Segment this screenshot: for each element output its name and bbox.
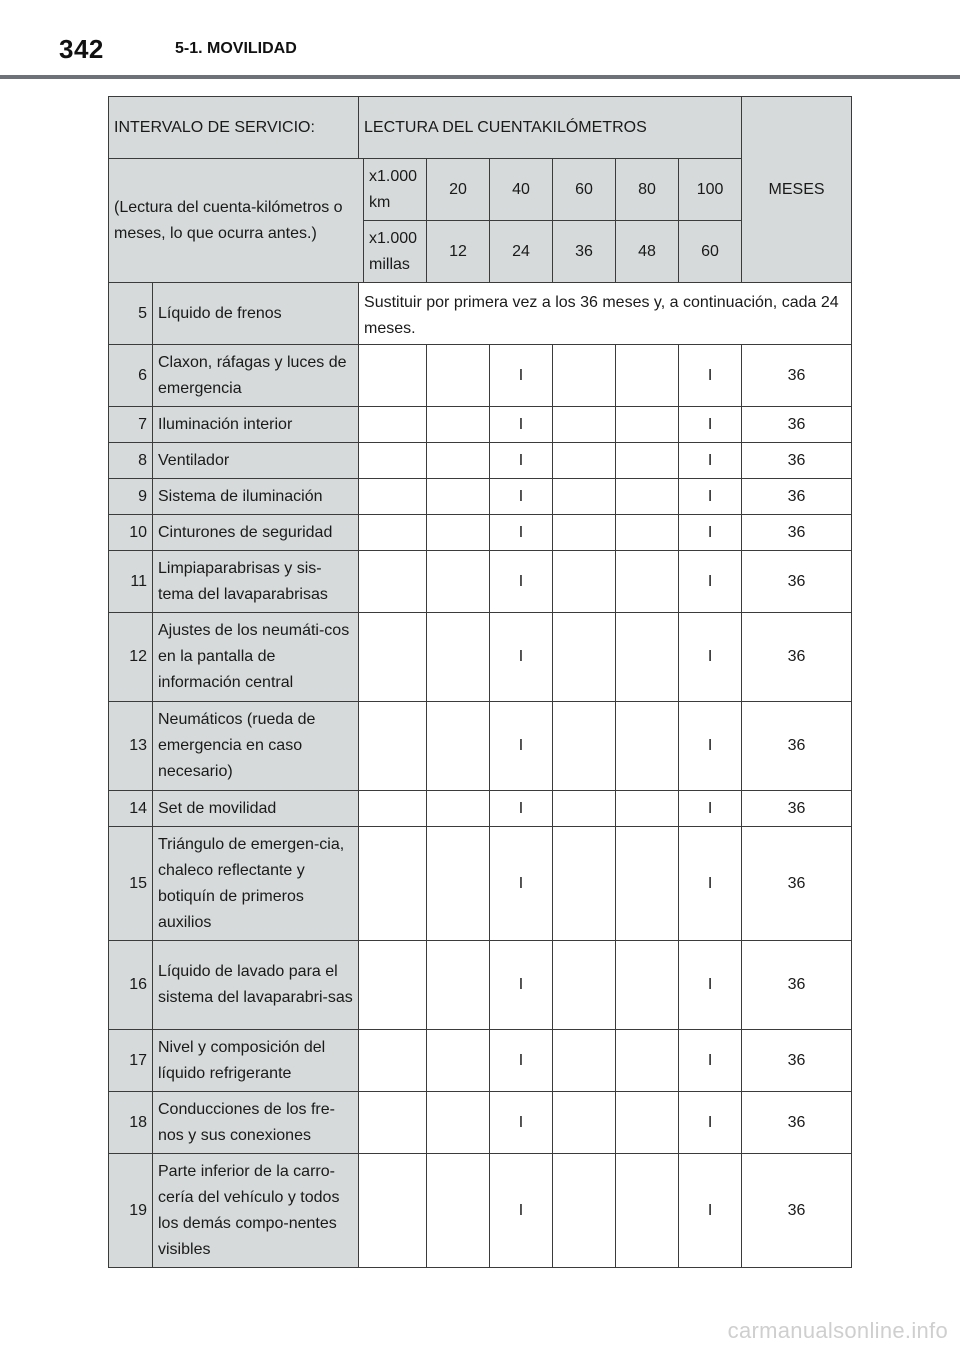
months-value: 36 — [742, 443, 852, 479]
months-value: 36 — [742, 1092, 852, 1154]
interval-mark — [553, 1092, 616, 1154]
item-number: 13 — [109, 702, 153, 791]
interval-mark: I — [490, 1154, 553, 1268]
months-value: 36 — [742, 479, 852, 515]
interval-mark: I — [490, 515, 553, 551]
interval-mark — [359, 345, 427, 407]
interval-mark — [553, 613, 616, 702]
item-name: Líquido de frenos — [153, 283, 359, 345]
interval-mark — [553, 515, 616, 551]
miles-value: 36 — [553, 221, 616, 283]
interval-mark — [553, 702, 616, 791]
interval-mark — [553, 1154, 616, 1268]
table-row — [109, 345, 852, 407]
interval-mark — [359, 791, 427, 827]
interval-mark — [359, 613, 427, 702]
maintenance-table — [108, 96, 852, 1268]
header-rule — [0, 75, 960, 79]
table-row — [109, 283, 852, 345]
months-value: 36 — [742, 791, 852, 827]
page-number: 342 — [59, 34, 104, 64]
item-number: 6 — [109, 345, 153, 407]
interval-mark: I — [679, 345, 742, 407]
interval-mark: I — [490, 941, 553, 1030]
item-number: 11 — [109, 551, 153, 613]
interval-mark: I — [679, 407, 742, 443]
miles-value: 12 — [427, 221, 490, 283]
watermark: carmanualsonline.info — [727, 1318, 948, 1343]
item-name: Sistema de iluminación — [153, 479, 359, 515]
item-name: Ajustes de los neumáti-cos en la pantalla de información central — [153, 613, 359, 702]
table-row — [109, 941, 852, 1030]
interval-mark — [616, 613, 679, 702]
interval-mark — [359, 479, 427, 515]
months-value: 36 — [742, 702, 852, 791]
interval-mark — [359, 702, 427, 791]
item-name: Conducciones de los fre-nos y sus conexiones — [153, 1092, 359, 1154]
interval-mark: I — [490, 407, 553, 443]
interval-mark — [427, 702, 490, 791]
table-row — [109, 1154, 852, 1268]
table-row — [109, 515, 852, 551]
interval-mark: I — [490, 613, 553, 702]
table-row — [109, 551, 852, 613]
months-value: 36 — [742, 345, 852, 407]
item-number: 15 — [109, 827, 153, 941]
interval-mark — [359, 1154, 427, 1268]
interval-mark — [616, 515, 679, 551]
table-row — [109, 702, 852, 791]
interval-mark: I — [490, 702, 553, 791]
interval-mark: I — [679, 702, 742, 791]
interval-mark — [359, 1030, 427, 1092]
interval-mark: I — [490, 443, 553, 479]
interval-mark: I — [490, 479, 553, 515]
interval-mark — [359, 407, 427, 443]
interval-mark: I — [679, 479, 742, 515]
interval-mark — [553, 345, 616, 407]
item-name: Set de movilidad — [153, 791, 359, 827]
table-row — [109, 1030, 852, 1092]
table-row — [109, 827, 852, 941]
item-number: 12 — [109, 613, 153, 702]
miles-value: 48 — [616, 221, 679, 283]
interval-mark — [553, 1030, 616, 1092]
interval-mark — [427, 551, 490, 613]
interval-mark: I — [490, 551, 553, 613]
interval-mark: I — [490, 1092, 553, 1154]
interval-mark: I — [490, 791, 553, 827]
interval-mark — [359, 827, 427, 941]
interval-mark — [359, 443, 427, 479]
interval-mark: I — [679, 515, 742, 551]
interval-mark — [359, 941, 427, 1030]
page-header — [0, 0, 960, 80]
item-name: Limpiaparabrisas y sis-tema del lavaparabrisas — [153, 551, 359, 613]
interval-mark — [616, 827, 679, 941]
km-value: 100 — [679, 159, 742, 221]
interval-mark — [553, 551, 616, 613]
interval-mark — [427, 345, 490, 407]
interval-mark — [616, 791, 679, 827]
interval-mark — [359, 515, 427, 551]
interval-mark — [427, 515, 490, 551]
table-row — [109, 791, 852, 827]
odometer-label: LECTURA DEL CUENTAKILÓMETROS — [359, 97, 742, 159]
interval-mark — [359, 1092, 427, 1154]
interval-mark: I — [490, 1030, 553, 1092]
miles-unit: x1.000 millas — [364, 221, 427, 283]
months-value: 36 — [742, 407, 852, 443]
months-value: 36 — [742, 515, 852, 551]
item-number: 19 — [109, 1154, 153, 1268]
miles-value: 60 — [679, 221, 742, 283]
months-value: 36 — [742, 1030, 852, 1092]
item-name: Cinturones de seguridad — [153, 515, 359, 551]
interval-mark — [427, 1154, 490, 1268]
table-head-row — [109, 97, 852, 159]
interval-mark — [616, 702, 679, 791]
table-row — [109, 613, 852, 702]
item-number: 9 — [109, 479, 153, 515]
months-value: 36 — [742, 613, 852, 702]
months-label: MESES — [742, 97, 852, 283]
interval-mark — [359, 551, 427, 613]
km-value: 20 — [427, 159, 490, 221]
interval-mark — [553, 791, 616, 827]
interval-mark: I — [679, 941, 742, 1030]
months-value: 36 — [742, 1154, 852, 1268]
item-number: 14 — [109, 791, 153, 827]
interval-mark: I — [679, 1030, 742, 1092]
interval-mark — [616, 1092, 679, 1154]
item-name: Ventilador — [153, 443, 359, 479]
interval-mark — [616, 345, 679, 407]
miles-value: 24 — [490, 221, 553, 283]
interval-mark — [553, 443, 616, 479]
interval-mark — [616, 1030, 679, 1092]
item-number: 5 — [109, 283, 153, 345]
months-value: 36 — [742, 941, 852, 1030]
km-row — [109, 159, 852, 221]
item-name: Iluminación interior — [153, 407, 359, 443]
months-value: 36 — [742, 827, 852, 941]
interval-mark: I — [679, 791, 742, 827]
interval-mark: I — [679, 827, 742, 941]
item-number: 7 — [109, 407, 153, 443]
interval-label: INTERVALO DE SERVICIO: — [109, 97, 359, 159]
item-number: 17 — [109, 1030, 153, 1092]
interval-mark: I — [679, 613, 742, 702]
item-note: Sustituir por primera vez a los 36 meses y, a continuación, cada 24 meses. — [359, 283, 852, 345]
interval-mark — [427, 479, 490, 515]
item-name: Claxon, ráfagas y luces de emergencia — [153, 345, 359, 407]
section-title: 5-1. MOVILIDAD — [175, 40, 297, 57]
item-number: 10 — [109, 515, 153, 551]
interval-mark: I — [490, 345, 553, 407]
months-value: 36 — [742, 551, 852, 613]
interval-mark — [553, 479, 616, 515]
interval-mark: I — [679, 551, 742, 613]
interval-mark — [616, 443, 679, 479]
interval-mark: I — [679, 1092, 742, 1154]
interval-mark: I — [490, 827, 553, 941]
interval-mark — [616, 941, 679, 1030]
interval-mark: I — [679, 1154, 742, 1268]
item-number: 16 — [109, 941, 153, 1030]
interval-mark — [427, 791, 490, 827]
table-row — [109, 407, 852, 443]
item-name: Neumáticos (rueda de emergencia en caso necesario) — [153, 702, 359, 791]
interval-mark — [427, 941, 490, 1030]
km-value: 80 — [616, 159, 679, 221]
km-value: 40 — [490, 159, 553, 221]
interval-mark: I — [679, 443, 742, 479]
km-value: 60 — [553, 159, 616, 221]
interval-mark — [427, 443, 490, 479]
table-row — [109, 1092, 852, 1154]
interval-mark — [553, 941, 616, 1030]
interval-mark — [427, 1092, 490, 1154]
table-row — [109, 479, 852, 515]
interval-mark — [427, 407, 490, 443]
interval-mark — [553, 407, 616, 443]
interval-mark — [427, 613, 490, 702]
item-number: 8 — [109, 443, 153, 479]
interval-mark — [616, 479, 679, 515]
interval-mark — [553, 827, 616, 941]
item-number: 18 — [109, 1092, 153, 1154]
item-name: Líquido de lavado para el sistema del lavaparabri-sas — [153, 941, 359, 1030]
km-unit: x1.000 km — [364, 159, 427, 221]
item-name: Nivel y composición del líquido refrigerante — [153, 1030, 359, 1092]
item-name: Triángulo de emergen-cia, chaleco reflectante y botiquín de primeros auxilios — [153, 827, 359, 941]
interval-note: (Lectura del cuenta-kilómetros o meses, lo que ocurra antes.) — [109, 159, 364, 283]
interval-mark — [616, 407, 679, 443]
interval-mark — [616, 1154, 679, 1268]
interval-mark — [427, 827, 490, 941]
interval-mark — [616, 551, 679, 613]
table-row — [109, 443, 852, 479]
interval-mark — [427, 1030, 490, 1092]
item-name: Parte inferior de la carro-cería del vehículo y todos los demás compo-nentes visibles — [153, 1154, 359, 1268]
